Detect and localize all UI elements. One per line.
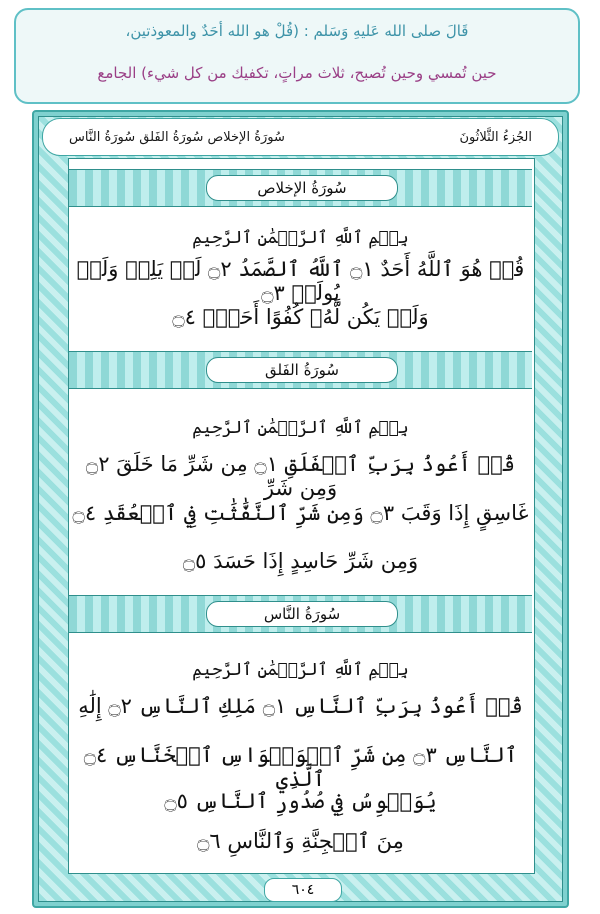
basmala: بِسۡمِ ٱللَّهِ ٱلرَّحۡمَٰنِ ٱلرَّحِيمِ: [192, 228, 409, 248]
hadith-note: [14, 8, 580, 104]
sura-banner: [69, 351, 532, 389]
mushaf-page: [32, 110, 569, 908]
sura-title: سُورَةُ الإخلاص: [206, 175, 398, 201]
verse-line: ٱلنَّاسِ ۝٣ مِن شَرِّ ٱلۡوَسۡوَاسِ ٱلۡخَنَّاسِ ۝٤ ٱلَّذِي: [83, 743, 518, 791]
sura-names-label: سُورَةُ الإخلاص سُورَةُ الفَلق سُورَةُ النَّاس: [69, 129, 285, 145]
hadith-line-1: قَالَ صلى الله عَليهِ وَسَلم : (قُلْ هو الله أحَدٌ والمعوذتين،: [125, 22, 469, 40]
page-number: ٦٠٤: [264, 878, 342, 902]
sura-title: سُورَةُ الفَلق: [206, 357, 398, 383]
basmala: بِسۡمِ ٱللَّهِ ٱلرَّحۡمَٰنِ ٱلرَّحِيمِ: [192, 660, 409, 680]
verse-line: قُلۡ أَعُوذُ بِرَبِّ ٱلۡفَلَقِ ۝١ مِن شَرِّ مَا خَلَقَ ۝٢ وَمِن شَرِّ: [85, 452, 516, 500]
juz-label: الجُزءُ الثَّلاثُونَ: [459, 129, 532, 145]
sura-banner: [69, 595, 532, 633]
hadith-line-2: حين تُمسي وحين تُصبح، ثلاث مراتٍ، تكفيك من كل شيء) الجامع: [97, 64, 497, 82]
verse-line: وَمِن شَرِّ حَاسِدٍ إِذَا حَسَدَ ۝٥: [182, 549, 419, 573]
text-area: [68, 158, 535, 874]
verse-line: قُلۡ هُوَ ٱللَّهُ أَحَدٌ ۝١ ٱللَّهُ ٱلصَّمَدُ ۝٢ لَمۡ يَلِدۡ وَلَمۡ يُولَدۡ ۝٣: [76, 257, 525, 305]
basmala: بِسۡمِ ٱللَّهِ ٱلرَّحۡمَٰنِ ٱلرَّحِيمِ: [192, 418, 409, 438]
sura-banner: [69, 169, 532, 207]
sura-title: سُورَةُ النَّاس: [206, 601, 398, 627]
verse-line: قُلۡ أَعُوذُ بِرَبِّ ٱلنَّاسِ ۝١ مَلِكِ ٱلنَّاسِ ۝٢ إِلَٰهِ: [78, 694, 523, 718]
verse-line: مِنَ ٱلۡجِنَّةِ وَٱلنَّاسِ ۝٦: [197, 829, 404, 853]
verse-line: يُوَسۡوِسُ فِي صُدُورِ ٱلنَّاسِ ۝٥: [164, 789, 437, 813]
page-header: [42, 118, 559, 156]
verse-line: وَلَمۡ يَكُن لَّهُۥ كُفُوًا أَحَدُۢ ۝٤: [172, 305, 429, 329]
verse-line: غَاسِقٍ إِذَا وَقَبَ ۝٣ وَمِن شَرِّ ٱلنَّفَّٰثَٰتِ فِي ٱلۡعُقَدِ ۝٤: [72, 501, 529, 525]
